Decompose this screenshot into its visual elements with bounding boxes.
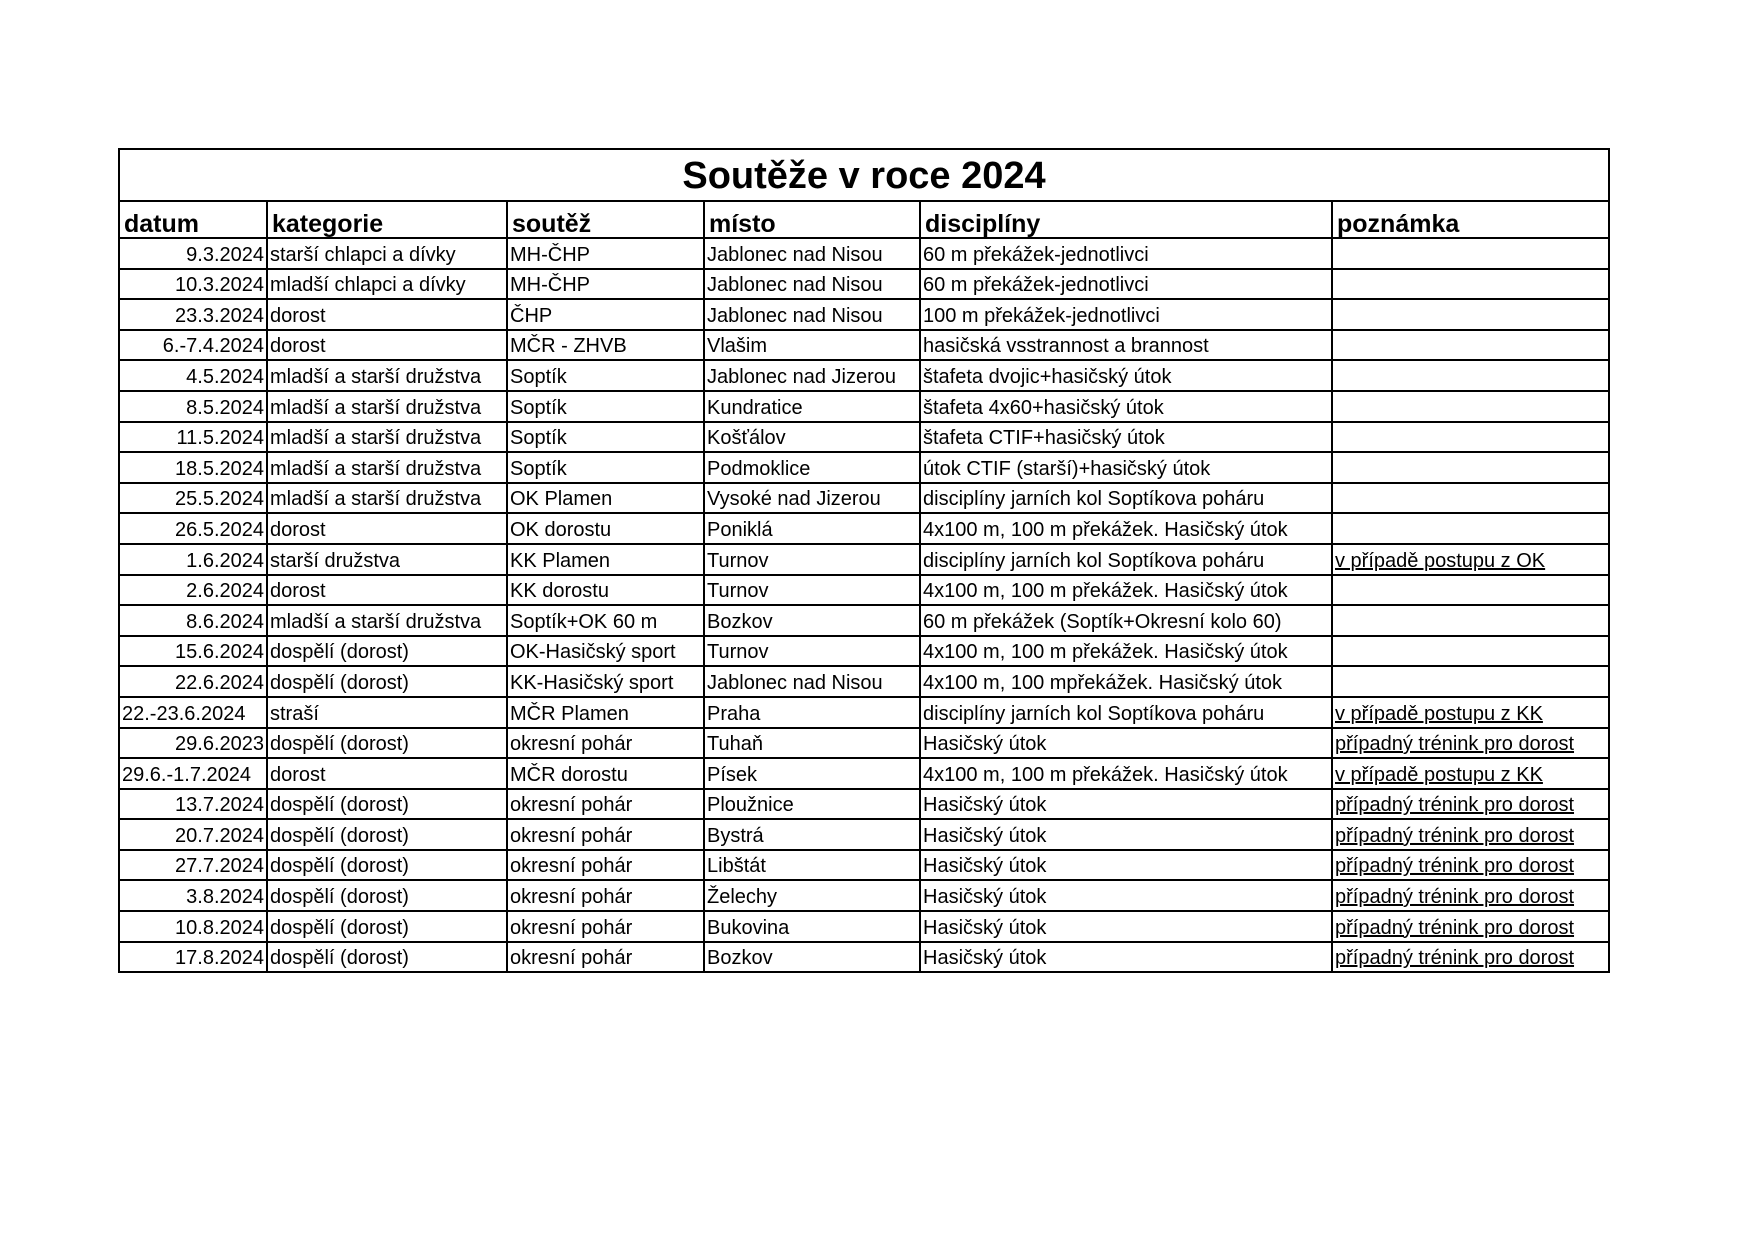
- note-text: v případě postupu z OK: [1335, 549, 1546, 572]
- cell-kategorie: dospělí (dorost): [267, 911, 507, 942]
- note-text: případný trénink pro dorost: [1335, 886, 1575, 909]
- cell-soutez: Soptík: [507, 452, 704, 483]
- cell-discipliny: 60 m překážek-jednotlivci: [920, 238, 1332, 269]
- table-row: [119, 299, 1609, 330]
- cell-soutez: okresní pohár: [507, 789, 704, 820]
- table-row: [119, 758, 1609, 789]
- cell-datum: 9.3.2024: [119, 238, 267, 269]
- cell-discipliny: 4x100 m, 100 m překážek. Hasičský útok: [920, 758, 1332, 789]
- header-datum: datum: [119, 201, 267, 238]
- cell-datum: 27.7.2024: [119, 850, 267, 881]
- cell-poznamka: [1332, 391, 1609, 422]
- cell-kategorie: mladší a starší družstva: [267, 452, 507, 483]
- cell-soutez: Soptík+OK 60 m: [507, 605, 704, 636]
- cell-discipliny: hasičská vsstrannost a brannost: [920, 330, 1332, 361]
- note-text: případný trénink pro dorost: [1335, 947, 1575, 970]
- cell-misto: Podmoklice: [704, 452, 920, 483]
- cell-poznamka: [1332, 605, 1609, 636]
- cell-misto: Turnov: [704, 575, 920, 606]
- table-row: [119, 238, 1609, 269]
- cell-soutez: Soptík: [507, 391, 704, 422]
- cell-soutez: OK-Hasičský sport: [507, 636, 704, 667]
- competition-table: [118, 200, 1610, 973]
- cell-misto: Kundratice: [704, 391, 920, 422]
- cell-datum: 13.7.2024: [119, 789, 267, 820]
- cell-kategorie: dospělí (dorost): [267, 636, 507, 667]
- cell-misto: Vlašim: [704, 330, 920, 361]
- cell-kategorie: mladší chlapci a dívky: [267, 269, 507, 300]
- header-row: [119, 201, 1609, 238]
- cell-soutez: MH-ČHP: [507, 238, 704, 269]
- cell-misto: Jablonec nad Jizerou: [704, 360, 920, 391]
- table-row: [119, 269, 1609, 300]
- cell-poznamka: [1332, 789, 1609, 820]
- cell-misto: Tuhaň: [704, 728, 920, 759]
- table-row: [119, 422, 1609, 453]
- cell-kategorie: dospělí (dorost): [267, 819, 507, 850]
- cell-misto: Bozkov: [704, 605, 920, 636]
- cell-poznamka: [1332, 850, 1609, 881]
- cell-poznamka: [1332, 911, 1609, 942]
- cell-poznamka: [1332, 575, 1609, 606]
- cell-kategorie: mladší a starší družstva: [267, 483, 507, 514]
- cell-misto: Bozkov: [704, 942, 920, 973]
- cell-kategorie: dorost: [267, 513, 507, 544]
- cell-misto: Jablonec nad Nisou: [704, 666, 920, 697]
- cell-soutez: MČR - ZHVB: [507, 330, 704, 361]
- cell-poznamka: [1332, 330, 1609, 361]
- table-row: [119, 391, 1609, 422]
- cell-kategorie: dospělí (dorost): [267, 666, 507, 697]
- note-text: případný trénink pro dorost: [1335, 794, 1575, 817]
- cell-soutez: MH-ČHP: [507, 269, 704, 300]
- cell-datum: 1.6.2024: [119, 544, 267, 575]
- cell-misto: Jablonec nad Nisou: [704, 238, 920, 269]
- cell-poznamka: [1332, 942, 1609, 973]
- cell-poznamka: [1332, 360, 1609, 391]
- cell-discipliny: Hasičský útok: [920, 850, 1332, 881]
- cell-poznamka: [1332, 666, 1609, 697]
- cell-datum: 25.5.2024: [119, 483, 267, 514]
- header-misto: místo: [704, 201, 920, 238]
- table-row: [119, 636, 1609, 667]
- table-row: [119, 513, 1609, 544]
- cell-poznamka: [1332, 728, 1609, 759]
- cell-discipliny: disciplíny jarních kol Soptíkova poháru: [920, 544, 1332, 575]
- cell-kategorie: dospělí (dorost): [267, 728, 507, 759]
- cell-misto: Jablonec nad Nisou: [704, 299, 920, 330]
- table-body: [119, 238, 1609, 972]
- cell-soutez: MČR dorostu: [507, 758, 704, 789]
- table-row: [119, 942, 1609, 973]
- schedule-sheet: [118, 148, 1611, 973]
- cell-soutez: okresní pohár: [507, 819, 704, 850]
- cell-misto: Praha: [704, 697, 920, 728]
- cell-kategorie: mladší a starší družstva: [267, 360, 507, 391]
- cell-kategorie: mladší a starší družstva: [267, 391, 507, 422]
- cell-kategorie: dospělí (dorost): [267, 850, 507, 881]
- cell-soutez: okresní pohár: [507, 728, 704, 759]
- cell-kategorie: mladší a starší družstva: [267, 422, 507, 453]
- cell-misto: Košťálov: [704, 422, 920, 453]
- cell-discipliny: Hasičský útok: [920, 789, 1332, 820]
- table-row: [119, 789, 1609, 820]
- cell-soutez: KK-Hasičský sport: [507, 666, 704, 697]
- table-row: [119, 360, 1609, 391]
- note-text: případný trénink pro dorost: [1335, 916, 1575, 939]
- cell-datum: 15.6.2024: [119, 636, 267, 667]
- cell-discipliny: 100 m překážek-jednotlivci: [920, 299, 1332, 330]
- cell-kategorie: dorost: [267, 330, 507, 361]
- cell-datum: 10.8.2024: [119, 911, 267, 942]
- cell-discipliny: 4x100 m, 100 m překážek. Hasičský útok: [920, 636, 1332, 667]
- cell-poznamka: [1332, 544, 1609, 575]
- cell-poznamka: [1332, 880, 1609, 911]
- cell-datum: 4.5.2024: [119, 360, 267, 391]
- cell-misto: Jablonec nad Nisou: [704, 269, 920, 300]
- cell-discipliny: útok CTIF (starší)+hasičský útok: [920, 452, 1332, 483]
- cell-soutez: KK dorostu: [507, 575, 704, 606]
- cell-soutez: okresní pohár: [507, 880, 704, 911]
- cell-datum: 8.5.2024: [119, 391, 267, 422]
- header-poznamka: poznámka: [1332, 201, 1609, 238]
- table-row: [119, 728, 1609, 759]
- cell-kategorie: mladší a starší družstva: [267, 605, 507, 636]
- table-row: [119, 911, 1609, 942]
- cell-discipliny: štafeta CTIF+hasičský útok: [920, 422, 1332, 453]
- cell-discipliny: disciplíny jarních kol Soptíkova poháru: [920, 697, 1332, 728]
- cell-discipliny: 4x100 m, 100 m překážek. Hasičský útok: [920, 513, 1332, 544]
- cell-kategorie: starší družstva: [267, 544, 507, 575]
- cell-poznamka: [1332, 483, 1609, 514]
- cell-datum: 10.3.2024: [119, 269, 267, 300]
- cell-soutez: Soptík: [507, 422, 704, 453]
- cell-misto: Bukovina: [704, 911, 920, 942]
- note-text: v případě postupu z KK: [1335, 702, 1543, 725]
- table-row: [119, 575, 1609, 606]
- cell-datum: 8.6.2024: [119, 605, 267, 636]
- cell-datum: 3.8.2024: [119, 880, 267, 911]
- cell-kategorie: starší chlapci a dívky: [267, 238, 507, 269]
- cell-poznamka: [1332, 238, 1609, 269]
- cell-datum: 6.-7.4.2024: [119, 330, 267, 361]
- cell-misto: Želechy: [704, 880, 920, 911]
- cell-poznamka: [1332, 697, 1609, 728]
- cell-soutez: OK Plamen: [507, 483, 704, 514]
- cell-discipliny: Hasičský útok: [920, 942, 1332, 973]
- cell-soutez: Soptík: [507, 360, 704, 391]
- table-row: [119, 819, 1609, 850]
- cell-datum: 23.3.2024: [119, 299, 267, 330]
- cell-discipliny: disciplíny jarních kol Soptíkova poháru: [920, 483, 1332, 514]
- cell-poznamka: [1332, 513, 1609, 544]
- note-text: případný trénink pro dorost: [1335, 824, 1575, 847]
- cell-kategorie: dospělí (dorost): [267, 942, 507, 973]
- cell-soutez: OK dorostu: [507, 513, 704, 544]
- cell-datum: 18.5.2024: [119, 452, 267, 483]
- header-kategorie: kategorie: [267, 201, 507, 238]
- cell-misto: Vysoké nad Jizerou: [704, 483, 920, 514]
- cell-kategorie: straší: [267, 697, 507, 728]
- cell-soutez: okresní pohár: [507, 942, 704, 973]
- cell-discipliny: štafeta dvojic+hasičský útok: [920, 360, 1332, 391]
- header-soutez: soutěž: [507, 201, 704, 238]
- cell-datum: 26.5.2024: [119, 513, 267, 544]
- cell-poznamka: [1332, 269, 1609, 300]
- cell-discipliny: 60 m překážek-jednotlivci: [920, 269, 1332, 300]
- cell-kategorie: dorost: [267, 299, 507, 330]
- table-row: [119, 880, 1609, 911]
- cell-misto: Bystrá: [704, 819, 920, 850]
- cell-kategorie: dorost: [267, 758, 507, 789]
- table-row: [119, 697, 1609, 728]
- cell-misto: Turnov: [704, 544, 920, 575]
- table-row: [119, 330, 1609, 361]
- cell-soutez: KK Plamen: [507, 544, 704, 575]
- cell-datum: 2.6.2024: [119, 575, 267, 606]
- cell-datum: 20.7.2024: [119, 819, 267, 850]
- cell-poznamka: [1332, 452, 1609, 483]
- cell-poznamka: [1332, 299, 1609, 330]
- cell-poznamka: [1332, 758, 1609, 789]
- cell-poznamka: [1332, 819, 1609, 850]
- cell-poznamka: [1332, 422, 1609, 453]
- cell-soutez: okresní pohár: [507, 911, 704, 942]
- cell-discipliny: štafeta 4x60+hasičský útok: [920, 391, 1332, 422]
- cell-datum: 22.-23.6.2024: [119, 697, 267, 728]
- cell-datum: 17.8.2024: [119, 942, 267, 973]
- cell-discipliny: Hasičský útok: [920, 728, 1332, 759]
- note-text: případný trénink pro dorost: [1335, 733, 1575, 756]
- table-row: [119, 544, 1609, 575]
- cell-discipliny: 4x100 m, 100 m překážek. Hasičský útok: [920, 575, 1332, 606]
- table-row: [119, 452, 1609, 483]
- cell-soutez: MČR Plamen: [507, 697, 704, 728]
- cell-kategorie: dorost: [267, 575, 507, 606]
- cell-discipliny: Hasičský útok: [920, 819, 1332, 850]
- note-text: případný trénink pro dorost: [1335, 855, 1575, 878]
- note-text: v případě postupu z KK: [1335, 763, 1543, 786]
- table-row: [119, 605, 1609, 636]
- cell-discipliny: 4x100 m, 100 mpřekážek. Hasičský útok: [920, 666, 1332, 697]
- cell-kategorie: dospělí (dorost): [267, 789, 507, 820]
- cell-soutez: okresní pohár: [507, 850, 704, 881]
- cell-datum: 11.5.2024: [119, 422, 267, 453]
- cell-misto: Poniklá: [704, 513, 920, 544]
- cell-soutez: ČHP: [507, 299, 704, 330]
- cell-datum: 29.6.-1.7.2024: [119, 758, 267, 789]
- cell-discipliny: Hasičský útok: [920, 880, 1332, 911]
- cell-misto: Ploužnice: [704, 789, 920, 820]
- cell-discipliny: 60 m překážek (Soptík+Okresní kolo 60): [920, 605, 1332, 636]
- page-title: Soutěže v roce 2024: [118, 148, 1610, 200]
- header-discipliny: disciplíny: [920, 201, 1332, 238]
- cell-misto: Libštát: [704, 850, 920, 881]
- cell-misto: Písek: [704, 758, 920, 789]
- cell-misto: Turnov: [704, 636, 920, 667]
- cell-kategorie: dospělí (dorost): [267, 880, 507, 911]
- cell-discipliny: Hasičský útok: [920, 911, 1332, 942]
- table-row: [119, 483, 1609, 514]
- cell-poznamka: [1332, 636, 1609, 667]
- cell-datum: 22.6.2024: [119, 666, 267, 697]
- table-row: [119, 666, 1609, 697]
- table-row: [119, 850, 1609, 881]
- cell-datum: 29.6.2023: [119, 728, 267, 759]
